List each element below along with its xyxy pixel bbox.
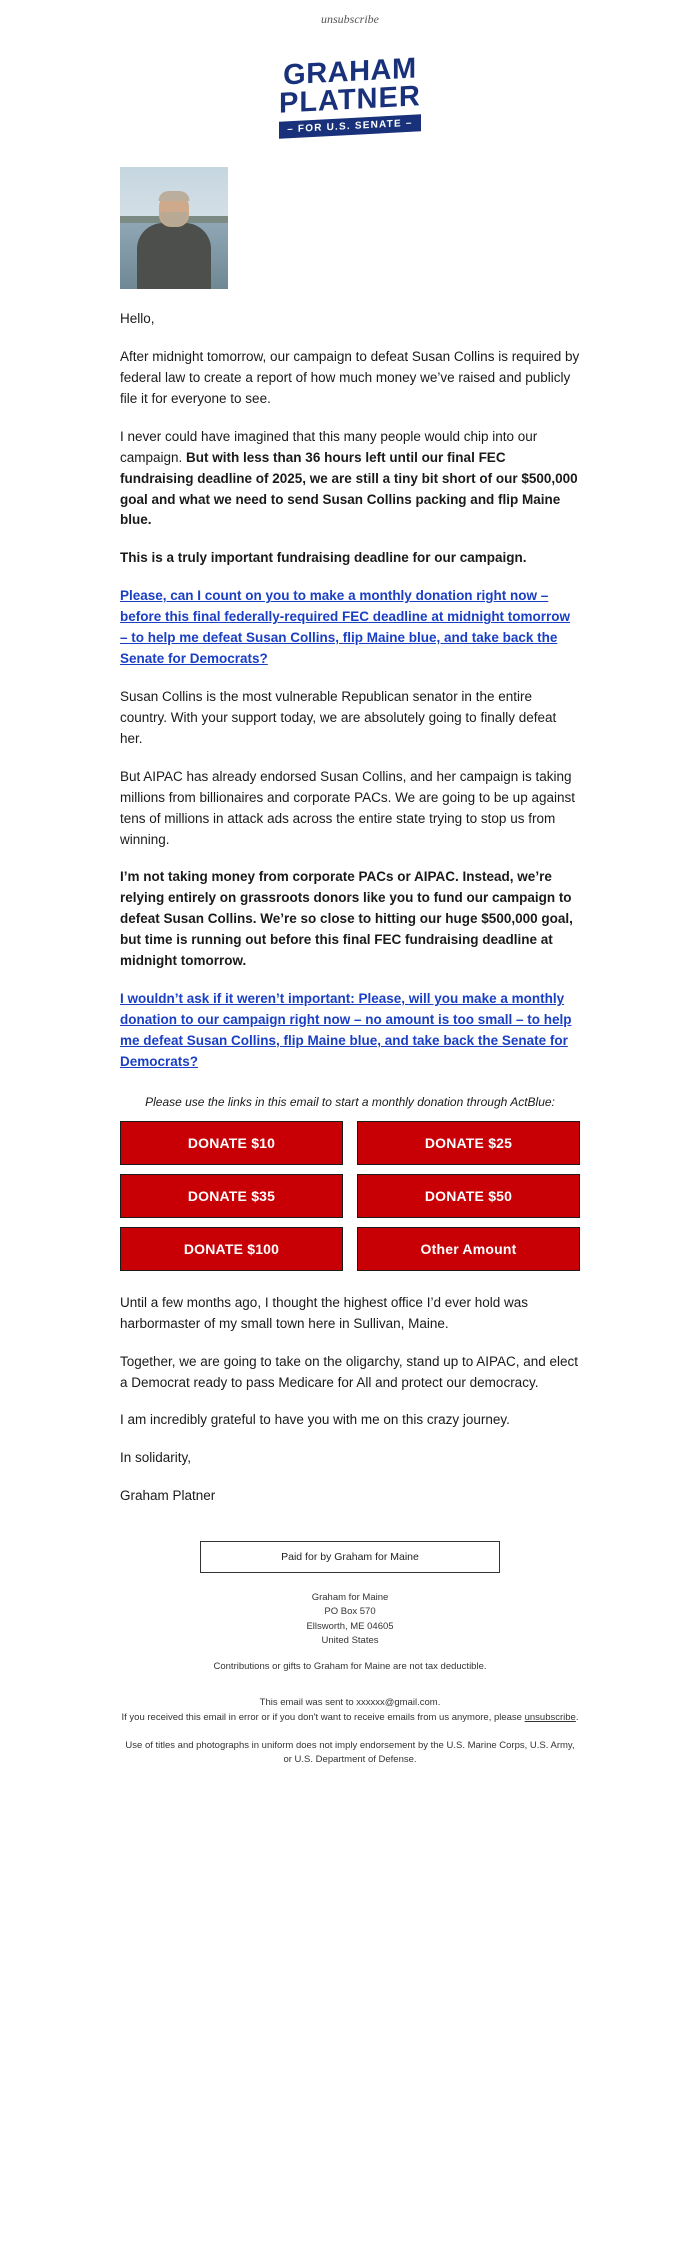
top-unsubscribe-bar: [0, 0, 700, 35]
footer-city-state-zip: Ellsworth, ME 04605: [306, 1620, 394, 1632]
greeting: Hello,: [120, 311, 155, 327]
donate-button-grid: [120, 1121, 580, 1271]
footer-address: [120, 1591, 580, 1648]
logo-line-1: GRAHAM: [283, 52, 417, 92]
paragraph-2-plain: I never could have imagined that this many people would chip into our campaign.: [120, 428, 538, 465]
paragraph-8: Together, we are going to take on the oligarchy, stand up to AIPAC, and elect a Democrat ready to pass Medicare for All and protect our democracy.: [120, 1353, 579, 1390]
photo-person-body: [137, 223, 211, 289]
donation-cta-link-2[interactable]: I wouldn’t ask if it weren’t important: Please, will you make a monthly donation to our campaign right now – no amount is too small – to help me defeat Susan Collins, flip Maine blue, and take back the Senate for Democrats?: [120, 991, 572, 1069]
unsubscribe-link-top[interactable]: unsubscribe: [321, 12, 379, 26]
donate-button-35[interactable]: DONATE $35: [120, 1174, 343, 1218]
footer-po-box: PO Box 570: [324, 1606, 376, 1618]
photo-person-hair: [159, 191, 190, 201]
email-footer: [120, 1591, 580, 1767]
donate-button-25[interactable]: DONATE $25: [357, 1121, 580, 1165]
paragraph-2-bold: But with less than 36 hours left until our final FEC fundraising deadline of 2025, we are still a tiny bit short of our $500,000 goal and what we need to send Susan Collins packing and flip Maine blue.: [120, 449, 578, 528]
paragraph-9: I am incredibly grateful to have you with me on this crazy journey.: [120, 1412, 510, 1428]
donate-button-10[interactable]: DONATE $10: [120, 1121, 343, 1165]
paragraph-3: This is a truly important fundraising deadline for our campaign.: [120, 550, 527, 566]
paragraph-5: But AIPAC has already endorsed Susan Collins, and her campaign is taking millions from billionaires and corporate PACs. We are going to be up against tens of millions in attack ads across the entire state trying to stop us from winning.: [120, 768, 575, 847]
footer-contributions-note: Contributions or gifts to Graham for Maine are not tax deductible.: [213, 1661, 487, 1673]
logo-tagline: – FOR U.S. SENATE –: [279, 114, 421, 138]
paragraph-4: Susan Collins is the most vulnerable Republican senator in the entire country. With your support today, we are absolutely going to finally defeat her.: [120, 689, 557, 746]
paragraph-7: Until a few months ago, I thought the highest office I’d ever hold was harbormaster of my small town here in Sullivan, Maine.: [120, 1294, 528, 1331]
donate-button-50[interactable]: DONATE $50: [357, 1174, 580, 1218]
footer-sent-block: [120, 1696, 580, 1725]
footer-country: United States: [321, 1634, 379, 1646]
actblue-note: Please use the links in this email to start a monthly donation through ActBlue:: [145, 1094, 555, 1109]
signature: Graham Platner: [120, 1488, 216, 1504]
paragraph-2: [120, 427, 580, 532]
paragraph-6: I’m not taking money from corporate PACs or AIPAC. Instead, we’re relying entirely on grassroots donors like you to fund our campaign to defeat Susan Collins. We’re so close to hitting our huge $500,000 goal, but time is running out before this final FEC fundraising deadline at midnight tomorrow.: [120, 869, 573, 969]
footer-sent-to: This email was sent to xxxxxx@gmail.com.: [259, 1697, 441, 1709]
logo-line-2: PLATNER: [279, 79, 421, 120]
footer-uniform-disclaimer: Use of titles and photographs in uniform does not imply endorsement by the U.S. Marine Corps, U.S. Army, or U.S. Department of Defense.: [125, 1739, 575, 1766]
donate-button-100[interactable]: DONATE $100: [120, 1227, 343, 1271]
footer-org: Graham for Maine: [311, 1592, 389, 1604]
donate-button-other[interactable]: Other Amount: [357, 1227, 580, 1271]
email-body: [120, 167, 580, 1767]
closing: In solidarity,: [120, 1450, 192, 1466]
unsubscribe-link-footer[interactable]: unsubscribe: [524, 1711, 576, 1723]
paragraph-1: After midnight tomorrow, our campaign to defeat Susan Collins is required by federal law to create a report of how much money we’ve raised and publicly file it for everyone to see.: [120, 349, 580, 406]
candidate-photo: [120, 167, 228, 289]
footer-error-notice: [120, 1711, 580, 1725]
paid-for-disclaimer: Paid for by Graham for Maine: [200, 1541, 500, 1573]
footer-error-notice-post: .: [575, 1711, 579, 1723]
campaign-logo: [0, 35, 700, 153]
donation-cta-link-1[interactable]: Please, can I count on you to make a monthly donation right now – before this final federally-required FEC deadline at midnight tomorrow – to help me defeat Susan Collins, flip Maine blue, and take back the Senate for Democrats?: [120, 588, 571, 667]
footer-error-notice-pre: If you received this email in error or if you don't want to receive emails from us anymore, please: [121, 1711, 525, 1723]
